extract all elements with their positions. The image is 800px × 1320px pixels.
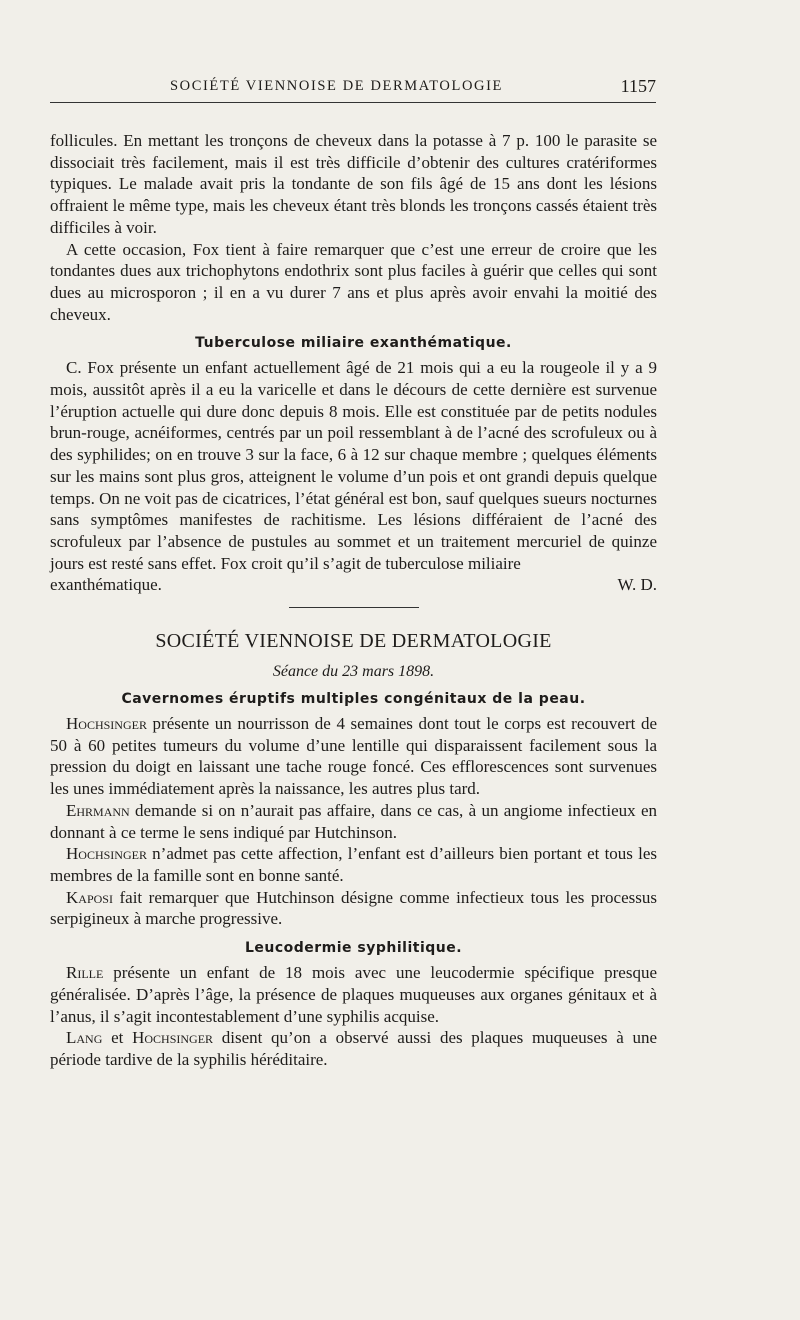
paragraph: C. Fox présente un enfant actuellement âgé de 21 mois qui a eu la rougeole il y a 9 mois, aussitôt après il a eu la varicelle et dans le décours de cette dernière est survenue l’éruption actuelle qui dure donc depuis 8 mois. Elle est constituée par de petits nodules brun-rouge, acnéiformes, centrés par un poil ressemblant à de l’acné des scrofuleux ou à des syphilides; on en trouve 3 sur la face, 6 à 12 sur chaque membre ; quelques éléments sur les mains sont plus gros, atteignent le volume d’un pois et ont grandi depuis quelque temps. On ne voit pas de cicatrices, l’état général est bon, sauf quelques sueurs nocturnes sans symptômes manifestes de rachitisme. Les lésions différaient de l’acné des scrofuleux par l’absence de pustules au sommet et un traitement mercuriel de quinze jours est resté sans effet. Fox croit qu’il s’agit de tuberculose miliaire [50,358,657,573]
paragraph [50,843,657,886]
section-heading: Tuberculose miliaire exanthématique. [195,335,512,352]
body-text [50,130,657,1071]
speaker-name: Rille [66,963,104,983]
running-header [50,76,656,103]
paragraph-text: présente un nourrisson de 4 semaines dont tout le corps est recouvert de 50 à 60 petites tumeurs du volume d’une lentille qui disparaissent facilement sous la pression du doigt en laissant une tache rouge foncé. Ces efflorescences sont survenues les unes immédiatement après la naissance, les autres plus tard. [50,714,657,799]
paragraph-text: présente un enfant de 18 mois avec une leucodermie spécifique presque généralisée. D’après l’âge, la présence de plaques muqueuses aux organes génitaux et à l’anus, il s’agit incontestablement d’une syphilis acquise. [50,963,657,1026]
paragraph-text: disent qu’on a observé aussi des plaques muqueuses à une période tardive de la syphilis héréditaire. [50,1028,657,1069]
paragraph-text: demande si on n’aurait pas affaire, dans ce cas, à un angiome infectieux en donnant à ce terme le sens indiqué par Hutchinson. [50,800,657,842]
paragraph: A cette occasion, Fox tient à faire remarquer que c’est une erreur de croire que les tondantes dues aux trichophytons endothrix sont plus faciles à guérir que celles qui sont dues au microsporon ; il en a vu durer 7 ans et plus après avoir envahi la moitié des cheveux. [50,239,657,324]
conjunction: et [102,1028,133,1048]
author-signature: W. D. [617,575,657,595]
paragraph-text: n’admet pas cette affection, l’enfant est d’ailleurs bien portant et tous les membres de la famille sont en bonne santé. [50,844,657,885]
society-title: SOCIÉTÉ VIENNOISE DE DERMATOLOGIE [155,630,552,653]
paragraph: follicules. En mettant les tronçons de cheveux dans la potasse à 7 p. 100 le parasite se dissociait très facilement, mais il est très difficile d’obtenir des cultures cratériformes typiques. Le malade avait pris la tondante de son fils âgé de 15 ans dont les lésions offraient le même type, mais les cheveux étant très blonds les tronçons cassés étaient très difficiles à voir. [50,131,657,237]
paragraph [50,800,657,843]
speaker-name: Lang [66,1028,103,1048]
session-date: Séance du 23 mars 1898. [272,663,435,681]
speaker-name: Hochsinger [132,1028,214,1048]
paragraph [50,1027,657,1070]
paragraph-end: exanthématique. [50,575,162,595]
speaker-name: Kaposi [66,887,113,907]
speaker-name: Hochsinger [66,844,147,864]
paragraph [50,713,657,800]
speaker-name: Hochsinger [66,714,147,734]
speaker-name: Ehrmann [66,800,130,820]
running-title: SOCIÉTÉ VIENNOISE DE DERMATOLOGIE [170,78,503,94]
section-heading: Cavernomes éruptifs multiples congénitaux de la peau. [121,691,586,708]
divider-rule [289,607,419,608]
signature-line [50,574,657,596]
paragraph [50,887,657,930]
section-heading: Leucodermie syphilitique. [244,940,463,957]
page-number: 1157 [620,76,656,96]
paragraph [50,962,657,1027]
paragraph-text: fait remarquer que Hutchinson désigne comme infectieux tous les processus serpigineux à marche progressive. [50,887,657,929]
